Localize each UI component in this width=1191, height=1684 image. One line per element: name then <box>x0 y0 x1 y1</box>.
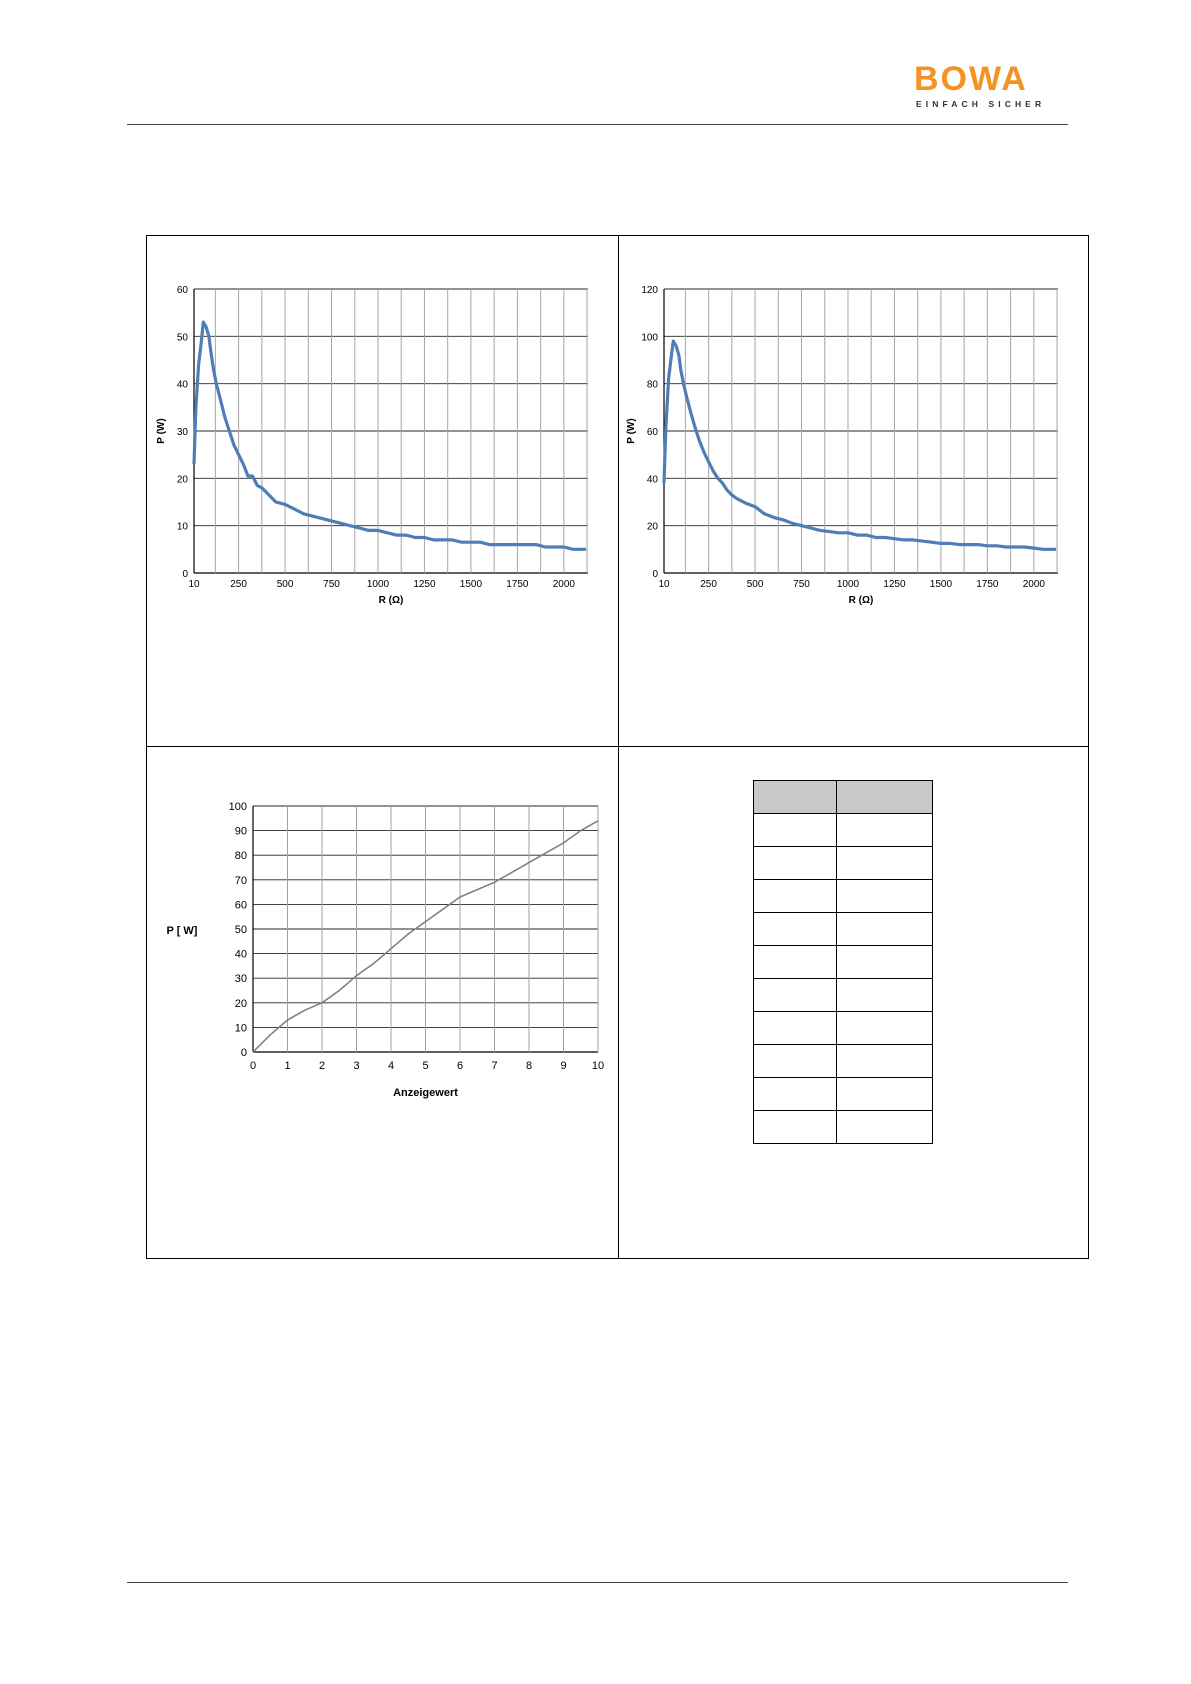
table-cell <box>754 1012 837 1045</box>
table-cell <box>837 814 933 847</box>
table-cell <box>754 946 837 979</box>
table-cell <box>754 880 837 913</box>
y-axis-label: P (W) <box>156 418 167 444</box>
y-tick-label: 50 <box>176 332 188 344</box>
table-cell <box>754 1111 837 1144</box>
x-tick-label: 1000 <box>366 579 390 590</box>
table-row <box>754 1045 933 1078</box>
x-tick-label: 0 <box>249 1060 257 1072</box>
table-cell <box>754 979 837 1012</box>
table-cell <box>754 913 837 946</box>
y-tick-label: 30 <box>234 973 247 986</box>
y-tick-label: 40 <box>176 379 188 391</box>
y-tick-label: 100 <box>228 801 247 813</box>
x-tick-label: 500 <box>746 579 764 590</box>
y-tick-label: 100 <box>641 332 658 344</box>
x-tick-label: 1500 <box>459 579 483 590</box>
x-tick-label: 1750 <box>976 579 999 590</box>
y-tick-label: 60 <box>646 427 658 438</box>
table-cell <box>754 847 837 880</box>
logo-wordmark: BOWA <box>914 60 1028 98</box>
x-tick-label: 750 <box>323 579 340 590</box>
table-row <box>754 1111 933 1144</box>
x-axis-label: R (Ω) <box>378 595 404 606</box>
bowa-logo <box>914 62 1064 112</box>
x-tick-label: 1000 <box>836 579 860 590</box>
chart-grid <box>664 289 1058 573</box>
header-rule <box>127 124 1068 125</box>
y-tick-label: 60 <box>176 285 188 296</box>
y-tick-label: 20 <box>646 521 658 533</box>
y-tick-label: 40 <box>234 948 247 961</box>
x-tick-label: 2000 <box>1022 579 1045 590</box>
table-cell <box>837 847 933 880</box>
table-cell <box>837 880 933 913</box>
y-tick-label: 20 <box>176 474 188 486</box>
y-tick-label: 50 <box>234 924 247 936</box>
y-tick-label: 0 <box>240 1047 247 1059</box>
x-tick-label: 2000 <box>552 579 575 590</box>
y-axis-label: P [ W] <box>166 925 198 937</box>
table-row <box>754 847 933 880</box>
x-tick-label: 1 <box>284 1060 291 1072</box>
y-tick-label: 80 <box>646 379 658 391</box>
y-tick-label: 20 <box>234 997 247 1010</box>
y-tick-label: 90 <box>234 825 247 838</box>
x-tick-label: 500 <box>276 579 294 590</box>
table-row <box>754 814 933 847</box>
x-axis-label: Anzeigewert <box>393 1087 458 1099</box>
data-series-line <box>194 322 586 549</box>
table-cell <box>754 1045 837 1078</box>
table-row <box>754 880 933 913</box>
x-tick-label: 6 <box>456 1060 464 1072</box>
x-tick-label: 1500 <box>929 579 953 590</box>
table-cell <box>837 1045 933 1078</box>
table-cell <box>837 979 933 1012</box>
x-tick-label: 2 <box>318 1060 326 1072</box>
table-cell <box>754 814 837 847</box>
x-tick-label: 5 <box>422 1060 429 1072</box>
chart-power-vs-display-value <box>146 746 618 1259</box>
table-cell <box>837 1012 933 1045</box>
logo-tagline: EINFACH SICHER <box>916 99 1046 109</box>
table-row <box>754 979 933 1012</box>
y-tick-label: 0 <box>182 569 188 580</box>
table-cell <box>837 1111 933 1144</box>
table-row <box>754 1012 933 1045</box>
y-tick-label: 0 <box>652 569 658 580</box>
y-tick-label: 70 <box>234 874 247 887</box>
y-tick-label: 30 <box>176 427 188 438</box>
x-axis-label: R (Ω) <box>848 595 874 606</box>
chart-grid <box>194 289 588 573</box>
x-tick-label: 1250 <box>883 579 906 590</box>
table-row <box>754 913 933 946</box>
y-tick-label: 10 <box>176 521 188 533</box>
table-header-cell <box>754 781 837 814</box>
x-tick-label: 4 <box>387 1060 395 1072</box>
x-tick-label: 3 <box>353 1060 360 1072</box>
value-table <box>753 780 933 1144</box>
y-tick-label: 40 <box>646 474 658 486</box>
table-cell <box>837 946 933 979</box>
table-row <box>754 946 933 979</box>
y-tick-label: 80 <box>234 850 247 863</box>
x-tick-label: 1750 <box>506 579 529 590</box>
y-tick-label: 60 <box>234 899 247 912</box>
x-tick-label: 10 <box>591 1060 605 1072</box>
footer-rule <box>127 1582 1068 1583</box>
chart-power-vs-resistance-60w <box>146 235 618 746</box>
chart-ticks <box>229 801 604 1072</box>
table-cell <box>837 1078 933 1111</box>
data-series-line <box>664 341 1056 549</box>
y-tick-label: 10 <box>234 1022 247 1035</box>
table-cell <box>837 913 933 946</box>
table-row <box>754 1078 933 1111</box>
x-tick-label: 8 <box>525 1060 533 1072</box>
x-tick-label: 250 <box>700 579 717 590</box>
chart-grid <box>253 806 598 1052</box>
x-tick-label: 9 <box>560 1060 567 1072</box>
chart-power-vs-resistance-120w <box>618 235 1089 746</box>
x-tick-label: 10 <box>658 579 670 590</box>
y-tick-label: 120 <box>641 285 658 296</box>
x-tick-label: 1250 <box>413 579 436 590</box>
x-tick-label: 10 <box>188 579 200 590</box>
y-axis-label: P (W) <box>626 418 637 444</box>
table-header-row <box>754 781 933 814</box>
table-header-cell <box>837 781 933 814</box>
x-tick-label: 7 <box>491 1060 498 1072</box>
table-cell <box>754 1078 837 1111</box>
x-tick-label: 250 <box>230 579 247 590</box>
x-tick-label: 750 <box>793 579 810 590</box>
